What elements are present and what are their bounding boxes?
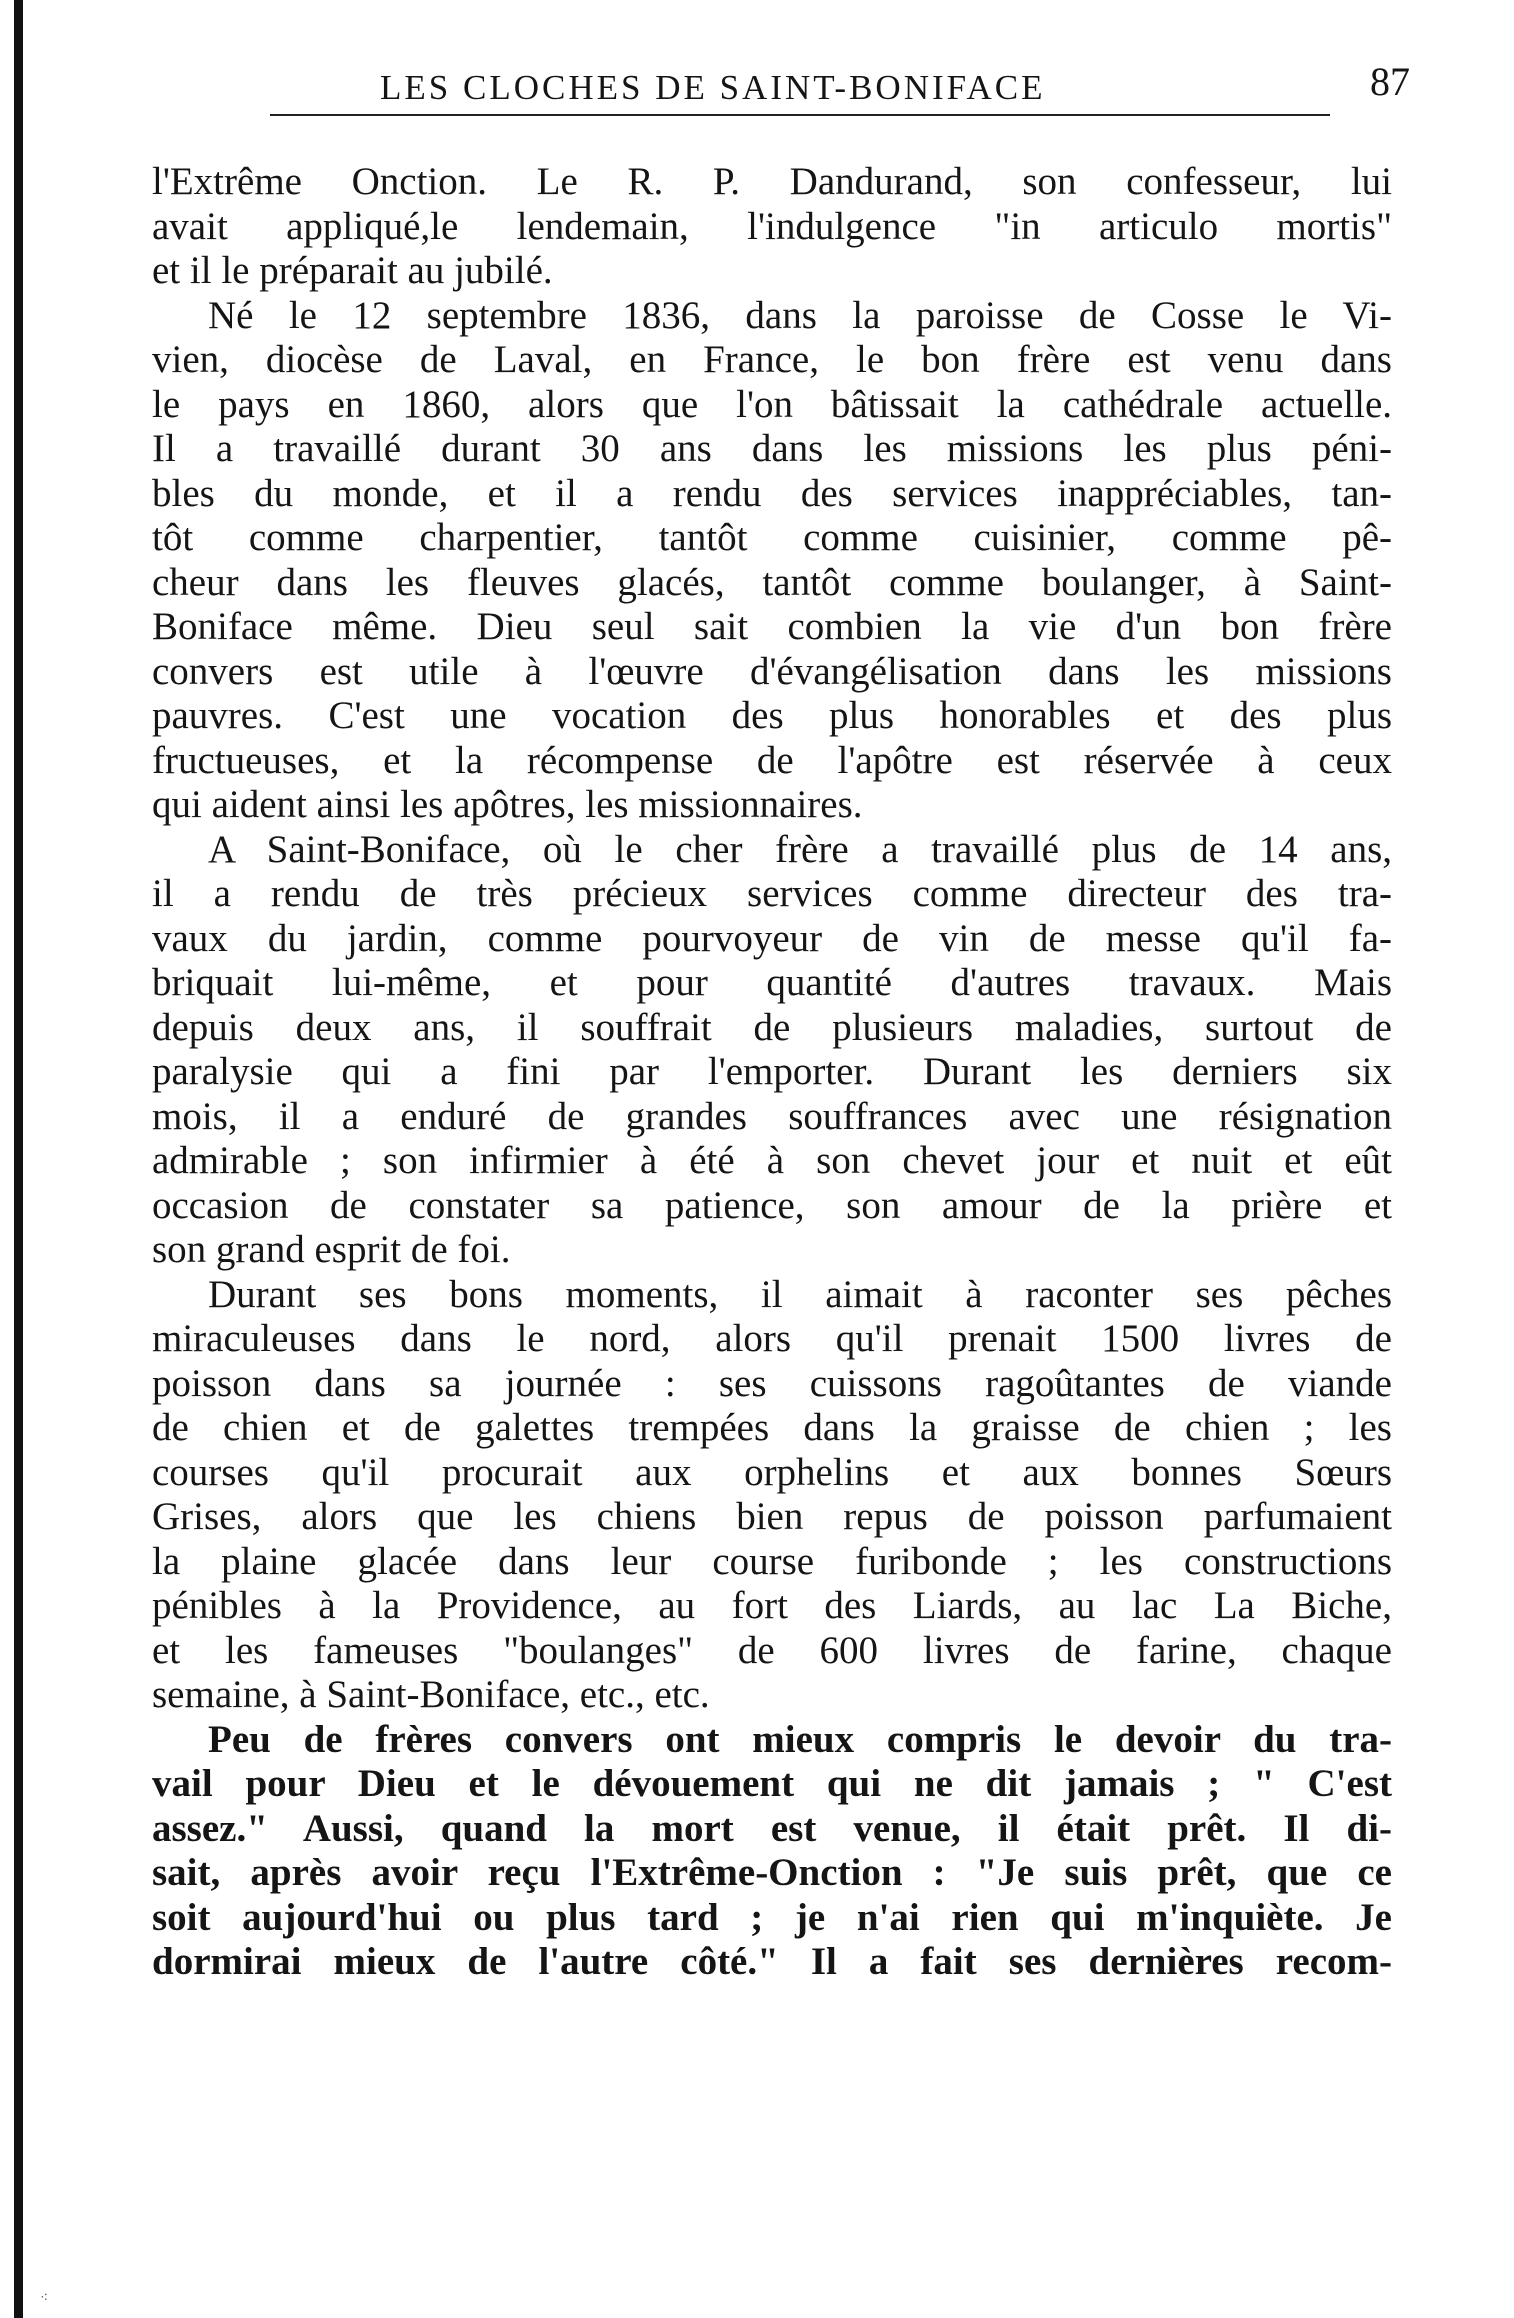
text-line: et il le préparait au jubilé.	[152, 249, 553, 292]
header-rule	[270, 114, 1330, 116]
page-header	[150, 58, 1410, 118]
text-line: mois, il a enduré de grandes souffrances avec une résignation	[152, 1094, 1392, 1138]
text-line: soit aujourd'hui ou plus tard ; je n'ai rien qui m'inquiète. Je	[152, 1895, 1392, 1939]
running-title: LES CLOCHES DE SAINT-BONIFACE	[380, 68, 1046, 107]
page-edge-border	[14, 0, 23, 2318]
text-line: l'Extrême Onction. Le R. P. Dandurand, son confesseur, lui	[152, 160, 1392, 203]
text-line: vaux du jardin, comme pourvoyeur de vin de messe qu'il fa-	[152, 916, 1392, 960]
text-line: admirable ; son infirmier à été à son chevet jour et nuit et eût	[152, 1139, 1392, 1182]
text-line: cheur dans les fleuves glacés, tantôt comme boulanger, à Saint-	[152, 560, 1392, 604]
text-line: et les fameuses "boulanges" de 600 livres de farine, chaque	[152, 1628, 1392, 1672]
text-line: fructueuses, et la récompense de l'apôtre est réservée à ceux	[152, 738, 1392, 782]
text-line: avait appliqué,le lendemain, l'indulgence "in articulo mortis"	[152, 204, 1392, 248]
page-number: 87	[1370, 59, 1410, 104]
text-line: pauvres. C'est une vocation des plus honorables et des plus	[152, 694, 1392, 737]
text-line: depuis deux ans, il souffrait de plusieurs maladies, surtout de	[152, 1005, 1392, 1049]
text-line: le pays en 1860, alors que l'on bâtissait la cathédrale actuelle.	[152, 382, 1392, 426]
text-line: pénibles à la Providence, au fort des Liards, au lac La Biche,	[152, 1584, 1392, 1627]
text-line: poisson dans sa journée : ses cuissons ragoûtantes de viande	[152, 1361, 1392, 1405]
text-line: Né le 12 septembre 1836, dans la paroisse de Cosse le Vi-	[208, 293, 1392, 337]
print-speck-mark: ⁖	[40, 2291, 49, 2306]
text-line: briquait lui-même, et pour quantité d'autres travaux. Mais	[152, 961, 1392, 1004]
body-text	[152, 160, 1392, 1985]
text-line: il a rendu de très précieux services comme directeur des tra-	[152, 872, 1392, 915]
text-line: vien, diocèse de Laval, en France, le bon frère est venu dans	[152, 338, 1392, 381]
text-line: la plaine glacée dans leur course furibonde ; les constructions	[152, 1539, 1392, 1583]
text-line: tôt comme charpentier, tantôt comme cuisinier, comme pê-	[152, 516, 1392, 559]
text-line: Peu de frères convers ont mieux compris le devoir du tra-	[208, 1717, 1392, 1761]
text-line: miraculeuses dans le nord, alors qu'il prenait 1500 livres de	[152, 1317, 1392, 1360]
text-line: sait, après avoir reçu l'Extrême-Onction : "Je suis prêt, que ce	[152, 1851, 1392, 1894]
text-line: occasion de constater sa patience, son amour de la prière et	[152, 1183, 1392, 1227]
text-line: bles du monde, et il a rendu des services inappréciables, tan-	[152, 471, 1392, 515]
text-line: vail pour Dieu et le dévouement qui ne dit jamais ; " C'est	[152, 1762, 1392, 1805]
text-line: de chien et de galettes trempées dans la graisse de chien ; les	[152, 1406, 1392, 1449]
text-line: semaine, à Saint-Boniface, etc., etc.	[152, 1673, 710, 1716]
text-line: courses qu'il procurait aux orphelins et aux bonnes Sœurs	[152, 1450, 1392, 1494]
text-line: dormirai mieux de l'autre côté." Il a fait ses dernières recom-	[152, 1940, 1392, 1983]
text-line: A Saint-Boniface, où le cher frère a travaillé plus de 14 ans,	[208, 827, 1392, 871]
text-line: qui aident ainsi les apôtres, les missionnaires.	[152, 783, 863, 826]
text-line: Durant ses bons moments, il aimait à raconter ses pêches	[208, 1272, 1392, 1316]
text-line: assez." Aussi, quand la mort est venue, il était prêt. Il di-	[152, 1806, 1392, 1850]
text-line: paralysie qui a fini par l'emporter. Durant les derniers six	[152, 1050, 1392, 1093]
text-line: Grises, alors que les chiens bien repus de poisson parfumaient	[152, 1495, 1392, 1538]
text-line: Boniface même. Dieu seul sait combien la vie d'un bon frère	[152, 605, 1392, 648]
text-line: son grand esprit de foi.	[152, 1228, 511, 1271]
text-line: Il a travaillé durant 30 ans dans les missions les plus péni-	[152, 427, 1392, 470]
text-line: convers est utile à l'œuvre d'évangélisation dans les missions	[152, 649, 1392, 693]
